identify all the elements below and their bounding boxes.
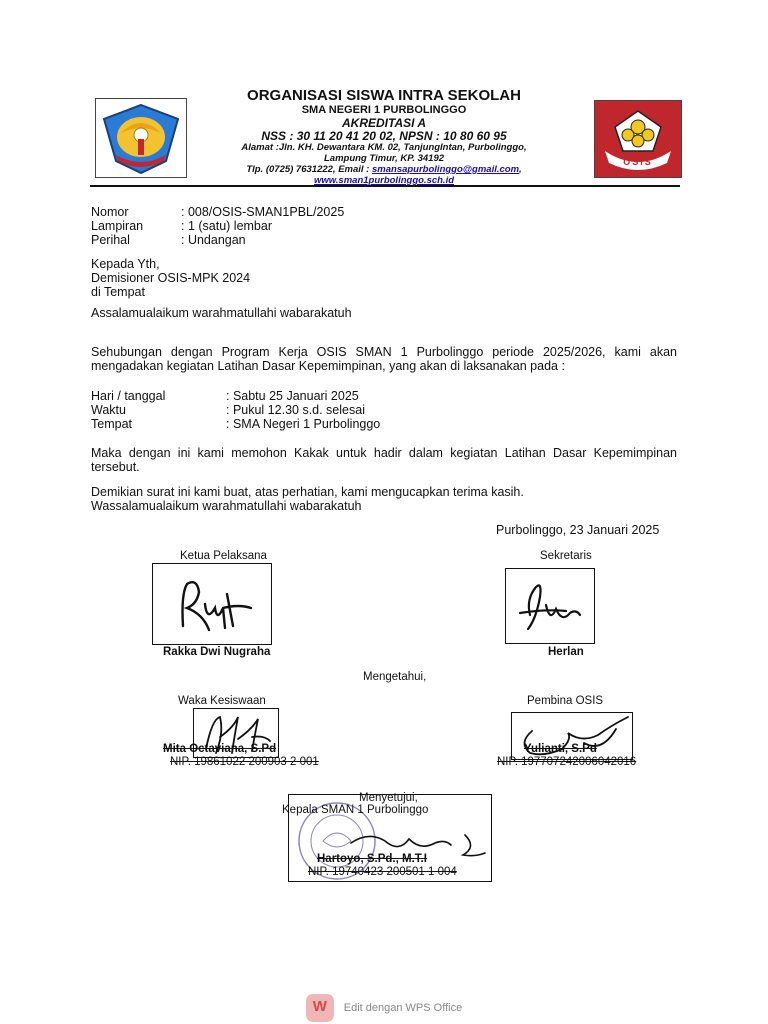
address-line-2: Lampung Timur, KP. 34192 (323, 153, 445, 164)
tempat-label: Tempat (91, 417, 132, 431)
closing-line-2: Wassalamualaikum warahmatullahi wabarakatuh (91, 499, 362, 513)
school-name: SMA NEGERI 1 PURBOLINGGO (301, 104, 467, 116)
ketua-signature-icon (153, 564, 271, 644)
waka-role: Waka Kesiswaan (178, 695, 266, 707)
header-divider (90, 185, 680, 187)
waktu-row (91, 403, 380, 417)
contact-line (0, 164, 768, 175)
tempat-value: : SMA Negeri 1 Purbolinggo (226, 417, 381, 431)
recipient-line-1: Kepada Yth, (91, 257, 160, 271)
tempat-row (91, 417, 380, 431)
org-name: ORGANISASI SISWA INTRA SEKOLAH (247, 87, 521, 104)
paragraph-2: Maka dengan ini kami memohon Kakak untuk hadir dalam kegiatan Latihan Dasar Kepemimpinan tersebut. (91, 446, 677, 474)
kepala-name: Hartoyo, S.Pd., M.T.I (317, 853, 427, 865)
ketua-signature-box (152, 563, 272, 645)
accreditation: AKREDITASI A (342, 116, 426, 130)
lampiran-label: Lampiran (91, 219, 144, 233)
sekretaris-name: Herlan (548, 646, 584, 658)
pembina-name: Yulianti, S.Pd (524, 743, 597, 755)
perihal-row (91, 233, 344, 247)
ketua-role: Ketua Pelaksana (180, 550, 267, 562)
hari-label: Hari / tanggal (91, 389, 166, 403)
pembina-nip: NIP. 197707242006042016 (497, 756, 637, 768)
letter-meta (91, 205, 344, 247)
sekretaris-role: Sekretaris (540, 550, 592, 562)
sekretaris-signature-icon (506, 569, 594, 643)
mengetahui: Mengetahui, (363, 671, 427, 683)
website-link[interactable]: www.sman1purbolinggo.sch.id (313, 175, 455, 186)
waktu-value: : Pukul 12.30 s.d. selesai (226, 403, 365, 417)
paragraph-1: Sehubungan dengan Program Kerja OSIS SMAN 1 Purbolinggo periode 2025/2026, kami akan mengadakan kegiatan Latihan Dasar Kepemimpinan, yang akan di laksanakan pada : (91, 345, 677, 373)
waka-name: Mita Octaviana, S.Pd (163, 743, 277, 755)
wps-office-icon (306, 994, 334, 1022)
wps-footer-text: Edit dengan WPS Office (343, 1001, 463, 1014)
hari-row (91, 389, 380, 403)
perihal-value: : Undangan (181, 233, 246, 247)
greeting: Assalamualaikum warahmatullahi wabarakatuh (91, 306, 352, 320)
lampiran-row (91, 219, 344, 233)
kepala-role: Kepala SMAN 1 Purbolinggo (282, 804, 429, 816)
closing-line-1: Demikian surat ini kami buat, atas perhatian, kami mengucapkan terima kasih. (91, 485, 524, 499)
sekretaris-signature-box (505, 568, 595, 644)
perihal-label: Perihal (91, 233, 130, 247)
nomor-row (91, 205, 344, 219)
nss-npsn: NSS : 30 11 20 41 20 02, NPSN : 10 80 60 95 (261, 129, 507, 143)
pembina-role: Pembina OSIS (527, 695, 604, 707)
ketua-name: Rakka Dwi Nugraha (163, 646, 271, 658)
address-line-1: Alamat :Jln. KH. Dewantara KM. 02, TanjungIntan, Purbolinggo, (241, 142, 527, 153)
event-details (91, 389, 380, 431)
place-date: Purbolinggo, 23 Januari 2025 (496, 523, 660, 537)
kepala-nip: NIP. 19740423 200501 1 004 (308, 866, 457, 878)
recipient-line-2: Demisioner OSIS-MPK 2024 (91, 271, 251, 285)
wps-footer[interactable] (0, 994, 768, 1022)
menyetujui: Menyetujui, (359, 792, 418, 804)
lampiran-value: : 1 (satu) lembar (181, 219, 273, 233)
hari-value: : Sabtu 25 Januari 2025 (226, 389, 359, 403)
recipient-line-3: di Tempat (91, 285, 145, 299)
nomor-value: : 008/OSIS-SMAN1PBL/2025 (181, 205, 345, 219)
waktu-label: Waktu (91, 403, 126, 417)
recipient (91, 257, 250, 299)
nomor-label: Nomor (91, 205, 129, 219)
email-link[interactable]: smansapurbolinggo@gmail.com (372, 164, 520, 175)
osis-logo-text: OSIS (623, 157, 653, 167)
comma: , (519, 164, 522, 175)
closing (91, 485, 524, 513)
waka-nip: NIP. 19861022 200903 2 001 (170, 756, 319, 768)
wps-glyph: W (312, 998, 327, 1015)
phone-text: Tlp. (0725) 7631222, Email : (246, 164, 372, 175)
